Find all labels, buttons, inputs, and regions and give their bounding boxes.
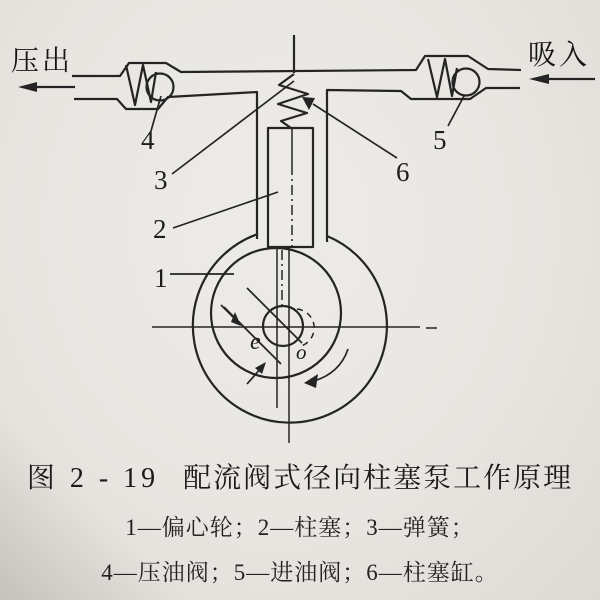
discharge-port-label: 压出 (11, 46, 74, 77)
rotation-arc (314, 349, 348, 381)
shaft-center-label: o (296, 340, 307, 364)
leader-6 (313, 104, 397, 158)
part-label-1: 1 (154, 263, 168, 293)
leader-5 (448, 96, 464, 126)
pipe-bottom-right-and-cylinder-right-wall (327, 88, 520, 242)
eccentricity-label: e (250, 329, 261, 355)
part-label-4: 4 (141, 125, 155, 155)
figure-legend-line-1: 1—偏心轮；2—柱塞；3—弹簧； (125, 515, 475, 540)
pipe-network (72, 35, 521, 242)
figure-legend-line-2: 4—压油阀；5—进油阀；6—柱塞缸。 (101, 560, 499, 585)
discharge-valve-symbol (126, 65, 174, 105)
part-label-6: 6 (396, 157, 410, 187)
valve-ball (453, 69, 480, 96)
plunger-outline (268, 128, 313, 247)
valve-spring-zigzag (126, 65, 156, 105)
leader-6-arrowhead (302, 97, 315, 110)
figure-title: 配流阀式径向柱塞泵工作原理 (183, 463, 574, 494)
leader-2 (173, 192, 278, 228)
part-number-labels (141, 125, 447, 293)
part-label-3: 3 (154, 165, 168, 195)
discharge-flow-arrow (18, 82, 75, 92)
dimension-arrowhead-a (231, 312, 241, 326)
suction-valve-symbol (428, 59, 480, 97)
figure-caption (0, 456, 600, 496)
suction-port-label: 吸入 (528, 40, 591, 71)
figure-number: 图 2 - 19 (26, 463, 160, 494)
suction-flow-arrow (529, 74, 595, 84)
rotation-arrowhead (304, 374, 318, 388)
outer-casing-circle (193, 234, 387, 423)
part-label-2: 2 (153, 214, 167, 244)
part-leaders (151, 81, 464, 274)
plunger (268, 128, 313, 247)
pipe-top-line (72, 56, 521, 76)
part-label-5: 5 (433, 125, 447, 155)
eccentricity-dimension (221, 288, 307, 384)
arrowhead (529, 74, 549, 84)
eccentric-wheel-assembly (193, 234, 387, 423)
arrowhead (18, 82, 37, 92)
